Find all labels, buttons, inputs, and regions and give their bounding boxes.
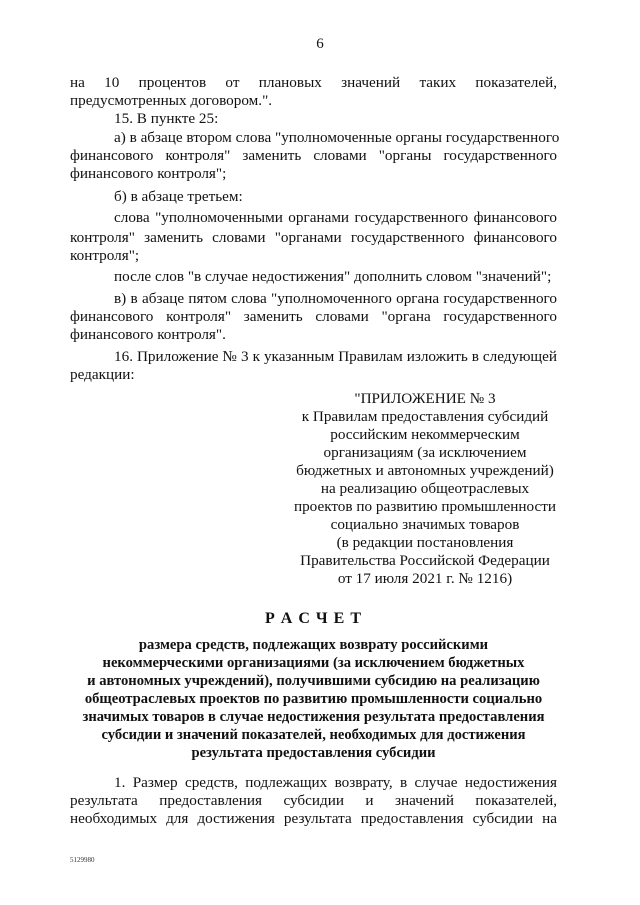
appendix-line: на реализацию общеотраслевых	[320, 480, 530, 497]
appendix-line: бюджетных и автономных учреждений)	[296, 462, 554, 479]
appendix-line: социально значимых товаров	[330, 516, 520, 533]
appendix-line: Правительства Российской Федерации	[300, 552, 550, 569]
paragraph-line: результата предоставления субсидии и значений показателей,	[70, 792, 557, 809]
paragraph-line: финансового контроля" заменить словами "органы государственного	[70, 147, 557, 164]
paragraph-line: 16. Приложение № 3 к указанным Правилам изложить в следующей	[114, 348, 557, 365]
appendix-line: (в редакции постановления	[336, 534, 514, 551]
appendix-line: организациям (за исключением	[323, 444, 527, 461]
appendix-title: "ПРИЛОЖЕНИЕ № 3	[354, 390, 496, 407]
appendix-line: от 17 июля 2021 г. № 1216)	[337, 570, 513, 587]
document-code: 5129980	[70, 856, 95, 864]
heading-line: общеотраслевых проектов по развитию промышленности социально	[84, 691, 543, 707]
paragraph-line: необходимых для достижения результата предоставления субсидии на	[70, 810, 557, 827]
document-title: Р А С Ч Е Т	[265, 610, 362, 627]
paragraph-line: финансового контроля" заменить словами "органа государственного	[70, 308, 557, 325]
heading-line: размера средств, подлежащих возврату российскими	[138, 637, 489, 653]
paragraph-line: предусмотренных договором.".	[70, 92, 273, 109]
paragraph-line: а) в абзаце втором слова "уполномоченные органы государственного	[114, 129, 560, 146]
paragraph-line: в) в абзаце пятом слова "уполномоченного органа государственного	[114, 290, 557, 307]
paragraph-line: редакции:	[70, 366, 135, 383]
paragraph-line: б) в абзаце третьем:	[114, 188, 243, 205]
page-number: 6	[316, 36, 324, 52]
paragraph-line: финансового контроля".	[70, 326, 226, 343]
appendix-line: к Правилам предоставления субсидий	[301, 408, 549, 425]
paragraph-line: контроля" заменить словами "органами государственного финансового	[70, 229, 557, 246]
appendix-line: российским некоммерческим	[330, 426, 520, 443]
paragraph-line: 15. В пункте 25:	[114, 110, 219, 127]
heading-line: и автономных учреждений), получившими субсидию на реализацию	[87, 673, 540, 689]
paragraph-line: после слов "в случае недостижения" дополнить словом "значений";	[114, 268, 552, 285]
heading-line: некоммерческими организациями (за исключением бюджетных	[102, 655, 525, 671]
paragraph-line: на 10 процентов от плановых значений таких показателей,	[70, 74, 557, 91]
paragraph-line: контроля";	[70, 247, 140, 264]
paragraph-line: финансового контроля";	[70, 165, 227, 182]
paragraph-line: 1. Размер средств, подлежащих возврату, в случае недостижения	[114, 774, 557, 791]
heading-line: результата предоставления субсидии	[191, 745, 436, 761]
heading-line: субсидии и значений показателей, необходимых для достижения	[101, 727, 526, 743]
heading-line: значимых товаров в случае недостижения результата предоставления	[82, 709, 545, 725]
paragraph-line: слова "уполномоченными органами государственного финансового	[114, 209, 557, 226]
appendix-line: проектов по развитию промышленности	[293, 498, 557, 515]
